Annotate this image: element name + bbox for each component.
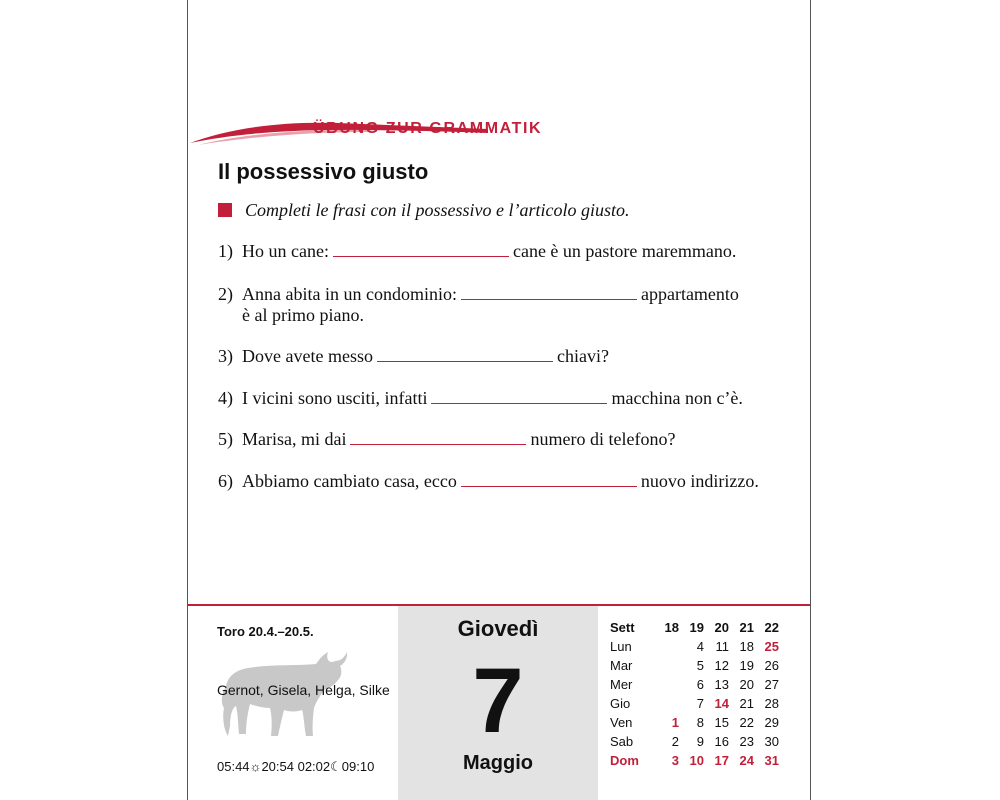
exercise-item — [218, 241, 736, 262]
calendar-cell — [654, 656, 679, 675]
calendar-cell-holiday: 14 — [714, 696, 729, 711]
calendar-row — [610, 637, 779, 656]
calendar-cell: 9 — [696, 734, 704, 749]
calendar-cell: 12 — [714, 658, 729, 673]
weekday-label: Dom — [610, 753, 639, 768]
exercise-item — [218, 388, 743, 409]
exercise-text: appartamento — [640, 284, 739, 304]
date-panel — [398, 606, 598, 800]
weekday-label: Lun — [610, 639, 632, 654]
mini-calendar — [610, 618, 779, 770]
calendar-cell-holiday: 25 — [764, 639, 779, 654]
weekday-label: Mer — [610, 677, 633, 692]
calendar-header-cell: 19 — [689, 620, 704, 635]
answer-blank[interactable] — [350, 429, 526, 445]
exercise-item — [218, 346, 609, 367]
calendar-page — [187, 0, 811, 800]
calendar-cell: 5 — [696, 658, 704, 673]
exercise-item — [218, 284, 739, 326]
weekday-label: Mar — [610, 658, 633, 673]
weekday: Giovedì — [457, 616, 539, 641]
calendar-footer — [188, 604, 810, 800]
calendar-header-cell: Sett — [610, 620, 635, 635]
exercise-text: Abbiamo cambiato casa, ecco — [242, 471, 457, 491]
calendar-cell: 30 — [764, 734, 779, 749]
answer-blank[interactable] — [461, 284, 637, 300]
calendar-header-cell: 21 — [739, 620, 754, 635]
calendar-cell — [654, 675, 679, 694]
answer-blank[interactable] — [461, 471, 637, 487]
exercise-number: 1) — [218, 241, 233, 261]
exercise-item — [218, 471, 759, 492]
calendar-cell: 7 — [696, 696, 704, 711]
section-label: ÜBUNG ZUR GRAMMATIK — [313, 120, 543, 137]
calendar-cell: 13 — [714, 677, 729, 692]
calendar-cell: 3 — [671, 753, 679, 768]
square-bullet-icon — [218, 203, 232, 217]
instruction — [218, 200, 629, 221]
calendar-row — [610, 694, 779, 713]
month-name: Maggio — [463, 752, 533, 774]
calendar-cell: 31 — [764, 753, 779, 768]
weekday-label: Sab — [610, 734, 634, 749]
zodiac-sign: Toro 20.4.–20.5. — [217, 624, 314, 639]
exercise-text: macchina non c’è. — [611, 388, 743, 408]
exercise-number: 6) — [218, 471, 233, 491]
calendar-cell: 20 — [739, 677, 754, 692]
calendar-row-sunday — [610, 751, 779, 770]
calendar-cell: 19 — [739, 658, 754, 673]
calendar-cell: 18 — [739, 639, 754, 654]
exercise-text: nuovo indirizzo. — [640, 471, 759, 491]
weekday-label: Gio — [610, 696, 631, 711]
calendar-row — [610, 656, 779, 675]
exercise-text: I vicini sono usciti, infatti — [242, 388, 428, 408]
exercise-number: 2) — [218, 284, 233, 304]
calendar-header-cell: 18 — [664, 620, 679, 635]
answer-blank[interactable] — [333, 241, 509, 257]
calendar-cell: 8 — [696, 715, 704, 730]
instruction-text: Completi le frasi con il possessivo e l’articolo giusto. — [245, 200, 630, 220]
day-number: 7 — [472, 650, 524, 752]
calendar-cell: 11 — [715, 639, 729, 654]
calendar-cell: 23 — [739, 734, 754, 749]
calendar-cell: 28 — [764, 696, 779, 711]
day-info — [188, 606, 398, 800]
calendar-cell: 22 — [739, 715, 754, 730]
calendar-cell: 2 — [671, 734, 679, 749]
calendar-row — [610, 732, 779, 751]
calendar-header-row — [610, 618, 779, 637]
weekday-label: Ven — [610, 715, 633, 730]
calendar-cell: 29 — [764, 715, 779, 730]
name-days: Gernot, Gisela, Helga, Silke — [217, 682, 390, 698]
calendar-header-cell: 22 — [764, 620, 779, 635]
exercise-text: Marisa, mi dai — [242, 429, 347, 449]
calendar-cell: 24 — [739, 753, 754, 768]
calendar-cell: 16 — [714, 734, 729, 749]
exercise-text: cane è un pastore maremmano. — [512, 241, 737, 261]
calendar-cell: 10 — [689, 753, 704, 768]
exercise-number: 3) — [218, 346, 233, 366]
calendar-cell-holiday: 1 — [671, 715, 679, 730]
calendar-cell: 6 — [696, 677, 704, 692]
exercise-text: Anna abita in un condominio: — [242, 284, 457, 304]
calendar-cell — [654, 694, 679, 713]
exercise-text: Ho un cane: — [242, 241, 329, 261]
sun-moon-times: 05:44☼20:54 02:02☾09:10 — [217, 759, 375, 774]
calendar-cell: 17 — [714, 753, 729, 768]
calendar-cell: 21 — [739, 696, 754, 711]
exercise-text: numero di telefono? — [530, 429, 676, 449]
answer-blank[interactable] — [377, 346, 553, 362]
exercise-number: 4) — [218, 388, 233, 408]
exercise-item — [218, 429, 675, 450]
calendar-cell — [654, 637, 679, 656]
calendar-header-cell: 20 — [714, 620, 729, 635]
exercise-text: chiavi? — [556, 346, 609, 366]
calendar-cell: 26 — [764, 658, 779, 673]
exercise-text: Dove avete messo — [242, 346, 373, 366]
calendar-cell: 4 — [696, 639, 704, 654]
exercise-continuation: è al primo piano. — [242, 305, 364, 325]
exercise-number: 5) — [218, 429, 233, 449]
calendar-cell: 15 — [714, 715, 729, 730]
calendar-cell: 27 — [764, 677, 779, 692]
calendar-row — [610, 713, 779, 732]
answer-blank[interactable] — [431, 388, 607, 404]
page-title: Il possessivo giusto — [218, 159, 429, 184]
calendar-row — [610, 675, 779, 694]
